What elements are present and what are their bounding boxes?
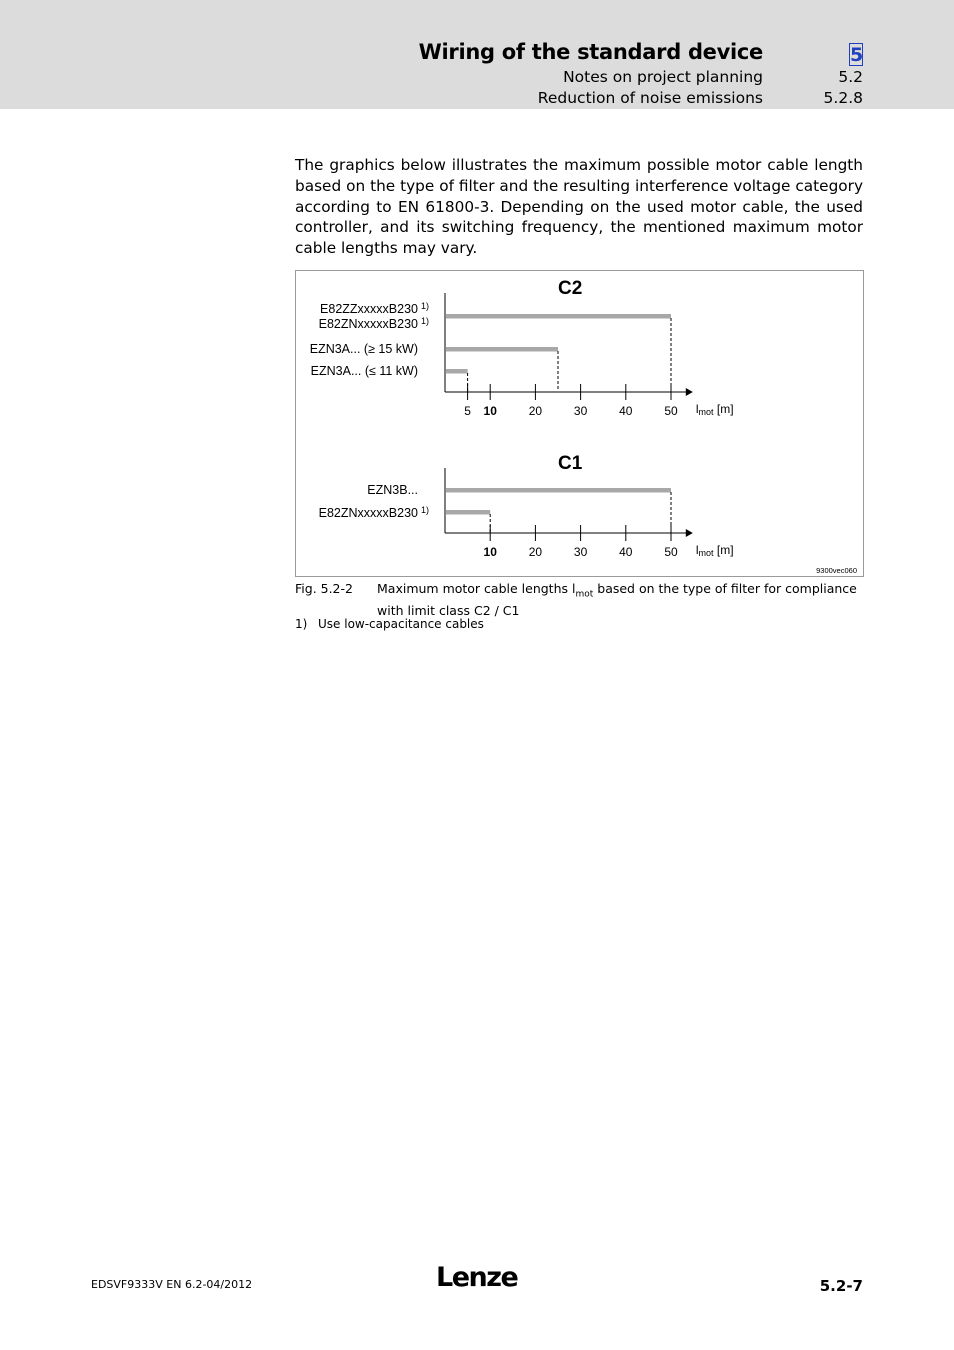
- c1-bar-1: [446, 510, 490, 515]
- c1-tick-label-20: 20: [528, 545, 543, 559]
- c1-category-label-0: EZN3B...: [367, 483, 418, 497]
- subsection-number: 5.2.8: [823, 89, 863, 107]
- c2-bar-3: [446, 369, 468, 374]
- document-id: EDSVF9333V EN 6.2-04/2012: [91, 1278, 253, 1291]
- c2-tick-label-5: 5: [464, 404, 471, 418]
- caption-subscript: mot: [575, 589, 594, 600]
- page-number: 5.2-7: [819, 1277, 863, 1295]
- c2-chart-title: C2: [558, 278, 583, 299]
- caption-text-end: based on the type of filter for compliance with limit class C2 / C1: [377, 581, 857, 618]
- c2-tick-label-10: 10: [483, 404, 497, 418]
- intro-paragraph: The graphics below illustrates the maximum possible motor cable length based on the type of filter and the resulting interference voltage category according to EN 61800-3. Depending on the used motor cable, the used controller, and its switching frequency, the mentioned maximum motor cable lengths may vary.: [295, 156, 863, 258]
- figure-frame: [295, 270, 864, 577]
- c2-category-note-0: 1): [421, 301, 430, 311]
- cable-length-chart: [296, 271, 863, 576]
- c1-tick-label-10: 10: [483, 545, 497, 559]
- figure-caption: [377, 581, 864, 619]
- c1-tick-label-40: 40: [619, 545, 633, 559]
- c1-category-note-1: 1): [421, 505, 430, 515]
- subsection-title: Reduction of noise emissions: [537, 89, 763, 107]
- section-title: Notes on project planning: [563, 68, 763, 86]
- c2-tick-label-30: 30: [573, 404, 588, 418]
- page-title: Wiring of the standard device: [418, 40, 763, 64]
- c2-category-note-1: 1): [421, 316, 430, 326]
- lenze-logo: Lenze: [436, 1262, 518, 1293]
- c2-tick-label-40: 40: [619, 404, 633, 418]
- footnote-marker: 1): [295, 617, 308, 631]
- c2-tick-label-20: 20: [528, 404, 543, 418]
- c1-category-label-1: E82ZNxxxxxB230: [318, 506, 418, 520]
- c1-axis-arrow: [686, 529, 693, 537]
- footnote-text: Use low-capacitance cables: [318, 617, 484, 631]
- c2-category-label-1: E82ZNxxxxxB230: [318, 317, 418, 331]
- c2-tick-label-50: 50: [664, 404, 678, 418]
- c1-chart-title: C1: [558, 453, 583, 474]
- section-number: 5.2: [838, 68, 863, 86]
- c2-x-axis-label: lmot [m]: [695, 402, 734, 417]
- c2-category-label-3: EZN3A... (≤ 11 kW): [310, 364, 418, 378]
- figure-caption-label: Fig. 5.2-2: [295, 581, 353, 596]
- c2-category-label-0: E82ZZxxxxxB230: [320, 302, 418, 316]
- c1-x-axis-label: lmot [m]: [695, 543, 734, 558]
- c2-axis-arrow: [686, 388, 693, 396]
- figure-code: 9300vec060: [816, 566, 857, 575]
- c1-bar-0: [446, 488, 671, 493]
- c2-bar-0: [446, 314, 671, 319]
- c1-tick-label-50: 50: [664, 545, 678, 559]
- c1-tick-label-30: 30: [573, 545, 588, 559]
- c2-bar-2: [446, 347, 558, 352]
- c2-category-label-2: EZN3A... (≥ 15 kW): [309, 342, 418, 356]
- chapter-link[interactable]: 5: [850, 44, 864, 66]
- caption-text-start: Maximum motor cable lengths l: [377, 581, 576, 596]
